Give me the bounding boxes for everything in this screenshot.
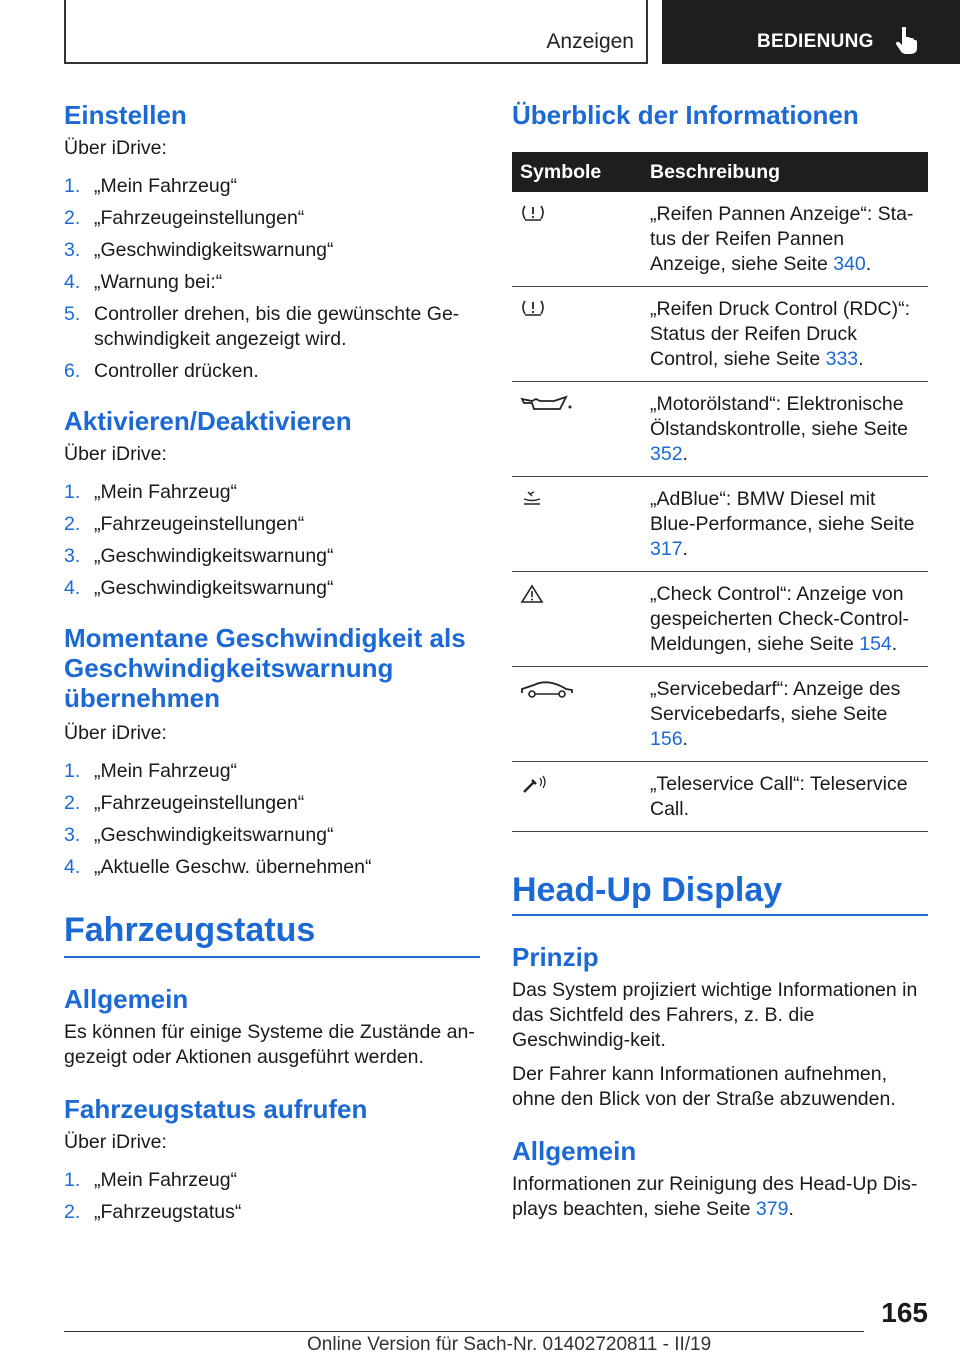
list-item: 3. „Geschwindigkeitswarnung“ <box>64 239 334 261</box>
paragraph: Das System projiziert wichtige Informationen in das Sichtfeld des Fahrers, z. B. die Geschwindig‐keit. <box>512 979 918 1051</box>
chapter-heading-hud <box>512 870 928 916</box>
intro-text: Über iDrive: <box>64 443 167 465</box>
warning-triangle-icon <box>520 584 544 604</box>
page-link[interactable]: 156 <box>650 728 683 750</box>
table-row: „Teleservice Call“: Teleservice Call. <box>512 762 928 832</box>
steps-einstellen <box>64 174 480 384</box>
table-header-row <box>512 152 928 192</box>
list-item: 2. „Fahrzeugeinstellungen“ <box>64 513 305 535</box>
section-title-ueberblick: Überblick der Informationen <box>512 100 859 130</box>
list-item: 2. „Fahrzeugeinstellungen“ <box>64 792 305 814</box>
right-column <box>512 100 928 1222</box>
column-header-description: Beschreibung <box>642 152 928 192</box>
page-link[interactable]: 340 <box>833 253 866 275</box>
table-row: „Reifen Druck Control (RDC)“: Status der Reifen Druck Control, siehe Seite 333. <box>512 287 928 382</box>
intro-text: Über iDrive: <box>64 137 167 159</box>
chapter-title: Fahrzeugstatus <box>64 911 316 949</box>
paragraph: Der Fahrer kann Informationen aufnehmen, ohne den Blick von der Straße abzuwenden. <box>512 1063 896 1110</box>
paragraph: Informationen zur Reinigung des Head-Up Dis‐plays beachten, siehe Seite 379. <box>512 1173 918 1220</box>
chapter-tab-label: BEDIENUNG <box>757 31 874 52</box>
chapter-heading-fahrzeugstatus <box>64 910 480 958</box>
list-item: 3. „Geschwindigkeitswarnung“ <box>64 545 334 567</box>
list-item: 2. „Fahrzeugstatus“ <box>64 1201 242 1223</box>
section-title-einstellen: Einstellen <box>64 100 187 130</box>
info-table <box>512 152 928 832</box>
page-link[interactable]: 379 <box>755 1198 789 1220</box>
footer-divider <box>64 1331 864 1332</box>
list-item: 4. „Aktuelle Geschw. übernehmen“ <box>64 856 372 878</box>
section-tab <box>64 0 648 64</box>
paragraph: Es können für einige Systeme die Zustände an‐gezeigt oder Aktionen ausgeführt werden. <box>64 1021 475 1068</box>
footer-online-version: Online Version für Sach-Nr. 01402720811 - II/19 <box>307 1334 712 1355</box>
list-item: 1. „Mein Fahrzeug“ <box>64 760 238 782</box>
table-row: „Reifen Pannen Anzeige“: Sta‐tus der Reifen Pannen Anzeige, siehe Seite 340. <box>512 192 928 287</box>
table-row: „Motorölstand“: Elektronische Ölstandskontrolle, siehe Seite 352. <box>512 382 928 477</box>
steps-aktivieren <box>64 480 480 601</box>
section-title-momentane: Momentane Geschwindigkeit als Geschwindigkeitswarnung übernehmen <box>64 623 466 713</box>
list-item: 5. Controller drehen, bis die gewünschte Ge‐schwindigkeit angezeigt wird. <box>64 303 460 350</box>
tire-failure-icon <box>520 204 546 222</box>
intro-text: Über iDrive: <box>64 1131 167 1153</box>
table-row: „Check Control“: Anzeige von gespeicherten Check-Control-Meldungen, siehe Seite 154. <box>512 572 928 667</box>
hand-pointer-icon <box>895 27 917 55</box>
section-title-allgemein: Allgemein <box>64 984 189 1014</box>
list-item: 4. „Warnung bei:“ <box>64 271 223 293</box>
list-item: 6. Controller drücken. <box>64 360 259 382</box>
table-row: „AdBlue“: BMW Diesel mit Blue‐Performance, siehe Seite 317. <box>512 477 928 572</box>
page-link[interactable]: 317 <box>650 538 683 560</box>
column-header-symbol: Symbole <box>512 152 642 192</box>
tire-pressure-icon <box>520 299 546 317</box>
steps-momentane <box>64 759 480 880</box>
table-row: „Servicebedarf“: Anzeige des Servicebedarfs, siehe Seite 156. <box>512 667 928 762</box>
list-item: 3. „Geschwindigkeitswarnung“ <box>64 824 334 846</box>
list-item: 1. „Mein Fahrzeug“ <box>64 175 238 197</box>
wrench-signal-icon <box>520 774 550 796</box>
list-item: 2. „Fahrzeugeinstellungen“ <box>64 207 305 229</box>
page-link[interactable]: 333 <box>825 348 859 370</box>
intro-text: Über iDrive: <box>64 722 167 744</box>
section-tab-label: Anzeigen <box>546 30 634 53</box>
page-number: 165 <box>881 1297 928 1328</box>
car-service-icon <box>520 679 574 699</box>
steps-aufrufen <box>64 1168 480 1225</box>
chapter-title: Head-Up Display <box>512 871 783 909</box>
section-title-aktivieren: Aktivieren/Deaktivieren <box>64 406 352 436</box>
page-link[interactable]: 154 <box>859 633 892 655</box>
adblue-icon <box>520 489 544 507</box>
left-column <box>64 100 480 1232</box>
list-item: 4. „Geschwindigkeitswarnung“ <box>64 577 334 599</box>
section-title-aufrufen: Fahrzeugstatus aufrufen <box>64 1094 368 1124</box>
oil-can-icon <box>520 394 574 414</box>
page-link[interactable]: 352 <box>650 443 683 465</box>
list-item: 1. „Mein Fahrzeug“ <box>64 1169 238 1191</box>
chapter-tab <box>662 0 960 64</box>
list-item: 1. „Mein Fahrzeug“ <box>64 481 238 503</box>
section-title-allgemein-hud: Allgemein <box>512 1136 637 1166</box>
section-title-prinzip: Prinzip <box>512 942 599 972</box>
